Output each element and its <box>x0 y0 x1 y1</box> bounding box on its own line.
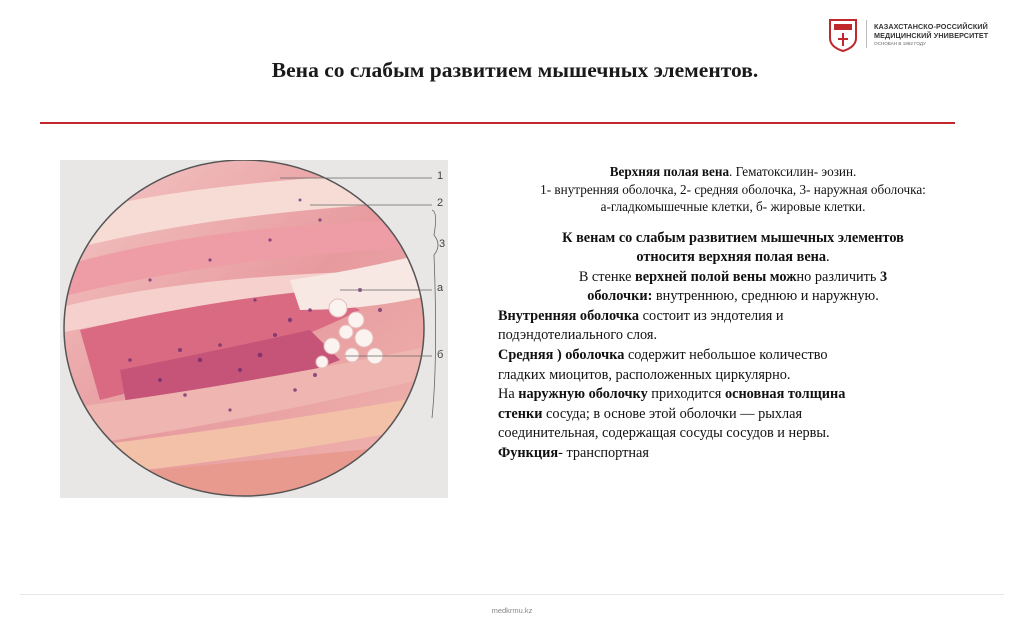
figure-label-a: а <box>437 282 444 294</box>
slide-title-text: Вена со слабым развитием мышечных элементов. <box>271 58 759 82</box>
wall-text-e: оболочки: <box>587 288 653 305</box>
caption-stain: . Гематоксилин- эозин. <box>729 164 857 179</box>
intro-line-2: относитя верхняя полая вена <box>636 249 827 266</box>
wall-text-b: верхней полой вены мож <box>635 268 797 285</box>
wall-text-f: внутреннюю, среднюю и наружную. <box>652 288 879 305</box>
outer-text-a: На <box>498 386 519 403</box>
logo-divider <box>866 20 867 48</box>
slide-title <box>0 58 1024 83</box>
caption-cells: а-гладкомышечные клетки, б- жировые клетки. <box>600 199 866 214</box>
logo-text <box>874 22 988 48</box>
figure-label-b: б <box>437 349 444 361</box>
outer-text-c: приходится <box>647 386 725 403</box>
wall-text-c: но различить <box>796 268 881 285</box>
micrograph-image <box>60 160 448 498</box>
middle-layer-text-2: гладких миоцитов, расположенных циркулярно. <box>498 366 791 383</box>
inner-layer-heading: Внутренняя оболочка <box>498 307 640 324</box>
footer-site: medkrmu.kz <box>491 606 533 615</box>
shield-icon <box>828 18 858 52</box>
logo-founded: ОСНОВАН В 1992 ГОДУ <box>874 41 926 46</box>
middle-layer-heading: Средняя ) оболочка <box>498 347 625 364</box>
intro-line-1: К венам со слабым развитием мышечных элементов <box>562 229 904 246</box>
figure-label-2: 2 <box>437 197 444 209</box>
title-divider <box>40 122 955 124</box>
figure-caption <box>498 163 968 216</box>
histology-figure <box>60 160 448 498</box>
intro-line-2-end: . <box>826 249 830 266</box>
body-text <box>498 229 968 464</box>
function-heading: Функция <box>498 445 559 462</box>
outer-text-d: основная толщина <box>724 386 846 403</box>
outer-text-g: соединительная, содержащая сосуды сосудов и нервы. <box>498 425 830 442</box>
content-text <box>498 163 968 464</box>
caption-layers: 1- внутренняя оболочка, 2- средняя оболочка, 3- наружная оболочка: <box>540 181 926 197</box>
wall-text-a: В стенке <box>578 268 636 285</box>
university-logo <box>828 18 1018 52</box>
inner-layer-text: состоит из эндотелия и <box>639 307 784 324</box>
inner-layer-text-2: подэндотелиального слоя. <box>498 327 658 344</box>
caption-vein-name: Верхняя полая вена <box>609 164 730 179</box>
function-text: - транспортная <box>558 445 649 462</box>
footer-divider <box>20 594 1004 595</box>
outer-text-e: стенки <box>498 405 543 422</box>
figure-label-1: 1 <box>437 170 444 182</box>
outer-layer-heading: наружную оболочку <box>518 386 648 403</box>
middle-layer-text: содержит небольшое количество <box>624 347 828 364</box>
logo-line-2: МЕДИЦИНСКИЙ УНИВЕРСИТЕТ <box>874 31 989 40</box>
figure-label-3: 3 <box>439 238 446 250</box>
outer-text-f: сосуда; в основе этой оболочки — рыхлая <box>542 405 803 422</box>
wall-text-d: 3 <box>880 268 888 285</box>
logo-line-1: КАЗАХСТАНСКО-РОССИЙСКИЙ <box>874 22 988 31</box>
